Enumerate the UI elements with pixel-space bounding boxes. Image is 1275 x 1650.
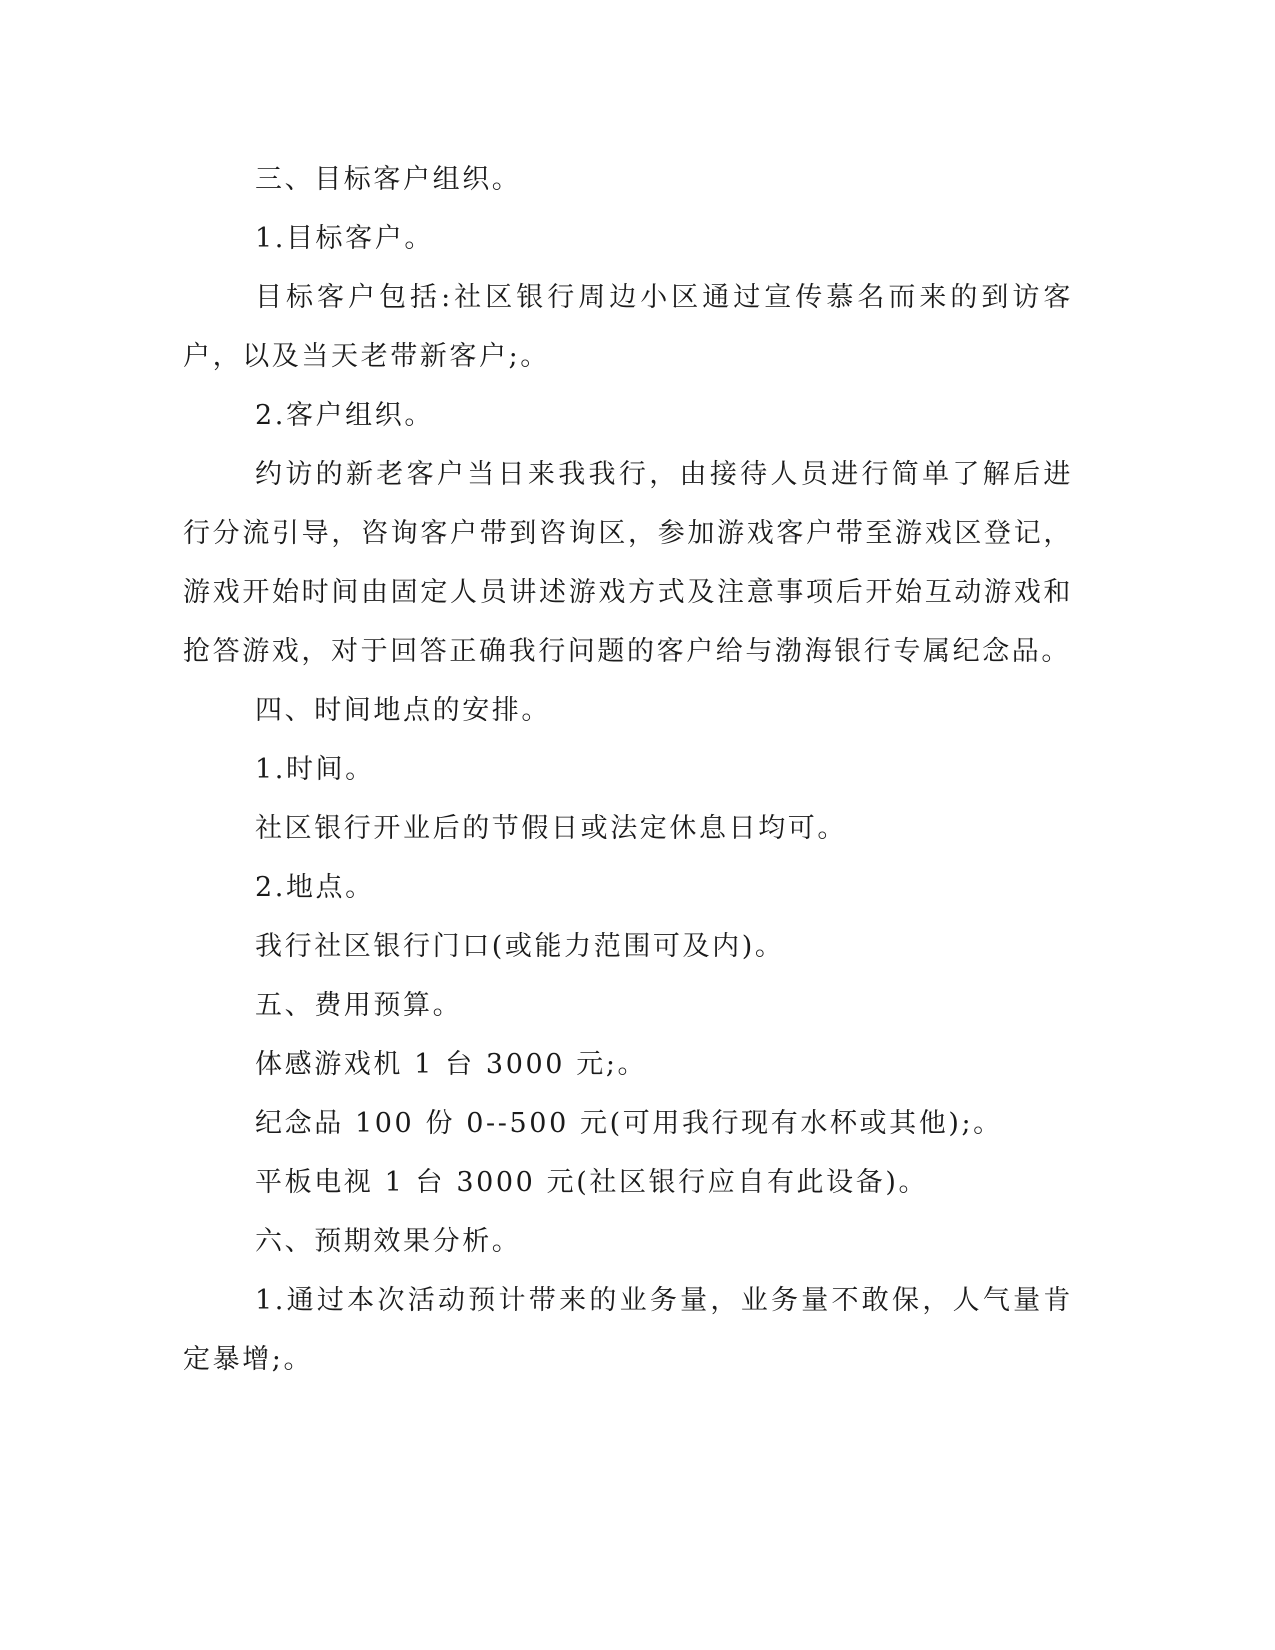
subheading-customer-organization: 2.客户组织。 bbox=[255, 400, 434, 431]
budget-item-tv: 平板电视 1 台 3000 元(社区银行应自有此设备)。 bbox=[255, 1167, 929, 1198]
section-heading-time-place: 四、时间地点的安排。 bbox=[255, 695, 551, 726]
paragraph-customer-organization: 约访的新老客户当日来我我行，由接待人员进行简单了解后进行分流引导，咨询客户带到咨询区，参加游戏客户带至游戏区登记，游戏开始时间由固定人员讲述游戏方式及注意事项后开始互动游戏和抢答游戏，对于回答正确我行问题的客户给与渤海银行专属纪念品。 bbox=[183, 459, 1073, 667]
subheading-place: 2.地点。 bbox=[255, 872, 375, 903]
section-heading-expected-effect: 六、预期效果分析。 bbox=[255, 1226, 522, 1257]
paragraph-expected-effect-1: 1.通过本次活动预计带来的业务量，业务量不敢保，人气量肯定暴增;。 bbox=[183, 1285, 1073, 1375]
section-heading-budget: 五、费用预算。 bbox=[255, 990, 463, 1021]
subheading-target-customers: 1.目标客户。 bbox=[255, 223, 434, 254]
paragraph-place: 我行社区银行门口(或能力范围可及内)。 bbox=[255, 931, 785, 962]
section-heading-target-customer-organization: 三、目标客户组织。 bbox=[255, 164, 522, 195]
document-body bbox=[183, 150, 1073, 1389]
subheading-time: 1.时间。 bbox=[255, 754, 375, 785]
budget-item-souvenirs: 纪念品 100 份 0--500 元(可用我行现有水杯或其他);。 bbox=[255, 1108, 1003, 1139]
paragraph-target-customers: 目标客户包括:社区银行周边小区通过宣传慕名而来的到访客户，以及当天老带新客户;。 bbox=[183, 282, 1073, 372]
budget-item-game-console: 体感游戏机 1 台 3000 元;。 bbox=[255, 1049, 648, 1080]
paragraph-time: 社区银行开业后的节假日或法定休息日均可。 bbox=[255, 813, 847, 844]
